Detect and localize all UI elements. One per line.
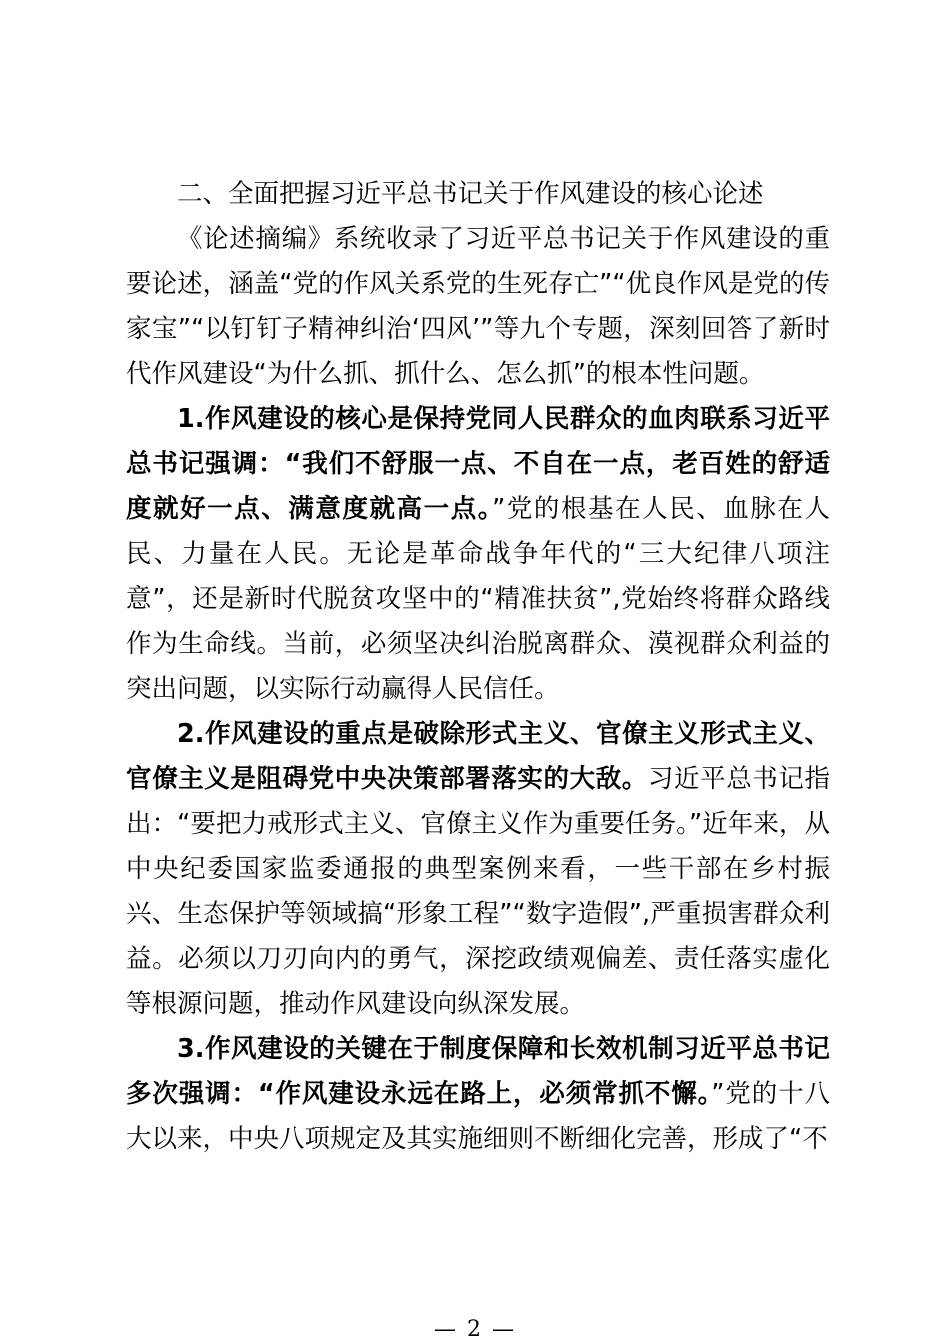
point-2-paragraph (126, 712, 830, 1027)
point-3-body: ”党的十八大以来，中央八项规定及其实施细则不断细化完善，形成了“不 (126, 1079, 830, 1154)
point-3-lead: 3.作风建设的关键在于制度保障和长效机制习近平总书记多次强调：“作风建设永远在路上，必须常抓不懈。 (126, 1034, 830, 1109)
intro-paragraph: 《论述摘编》系统收录了习近平总书记关于作风建设的重要论述，涵盖“党的作风关系党的生死存亡”“优良作风是党的传家宝”“以钉钉子精神纠治‘四风’”等九个专题，深刻回答了新时代作风建设“为什么抓、抓什么、怎么抓”的根本性问题。 (126, 224, 830, 389)
point-3-paragraph (126, 1027, 830, 1162)
section-heading: 二、全面把握习近平总书记关于作风建设的核心论述 (177, 179, 764, 209)
point-2-lead: 2.作风建设的重点是破除形式主义、官僚主义形式主义、官僚主义是阻碍党中央决策部署落实的大敌。 (126, 719, 830, 794)
point-1-paragraph (126, 397, 830, 712)
point-1-lead: 1.作风建设的核心是保持党同人民群众的血肉联系习近平总书记强调：“我们不舒服一点、不自在一点，老百姓的舒适度就好一点、满意度就高一点。 (126, 404, 830, 524)
point-1-body: ”党的根基在人民、血脉在人民、力量在人民。无论是革命战争年代的“三大纪律八项注意”，还是新时代脱贫攻坚中的“精准扶贫”,党始终将群众路线作为生命线。当前，必须坚决纠治脱离群众、漠视群众利益的突出问题，以实际行动赢得人民信任。 (126, 494, 830, 704)
page-number: — 2 — (434, 1317, 516, 1342)
document-body (126, 172, 830, 1162)
point-2-body: 习近平总书记指出：“要把力戒形式主义、官僚主义作为重要任务。”近年来，从中央纪委国家监委通报的典型案例来看，一些干部在乡村振兴、生态保护等领域搞“形象工程”“数字造假”,严重损害群众利益。必须以刀刃向内的勇气，深挖政绩观偏差、责任落实虚化等根源问题，推动作风建设向纵深发展。 (126, 764, 830, 1019)
